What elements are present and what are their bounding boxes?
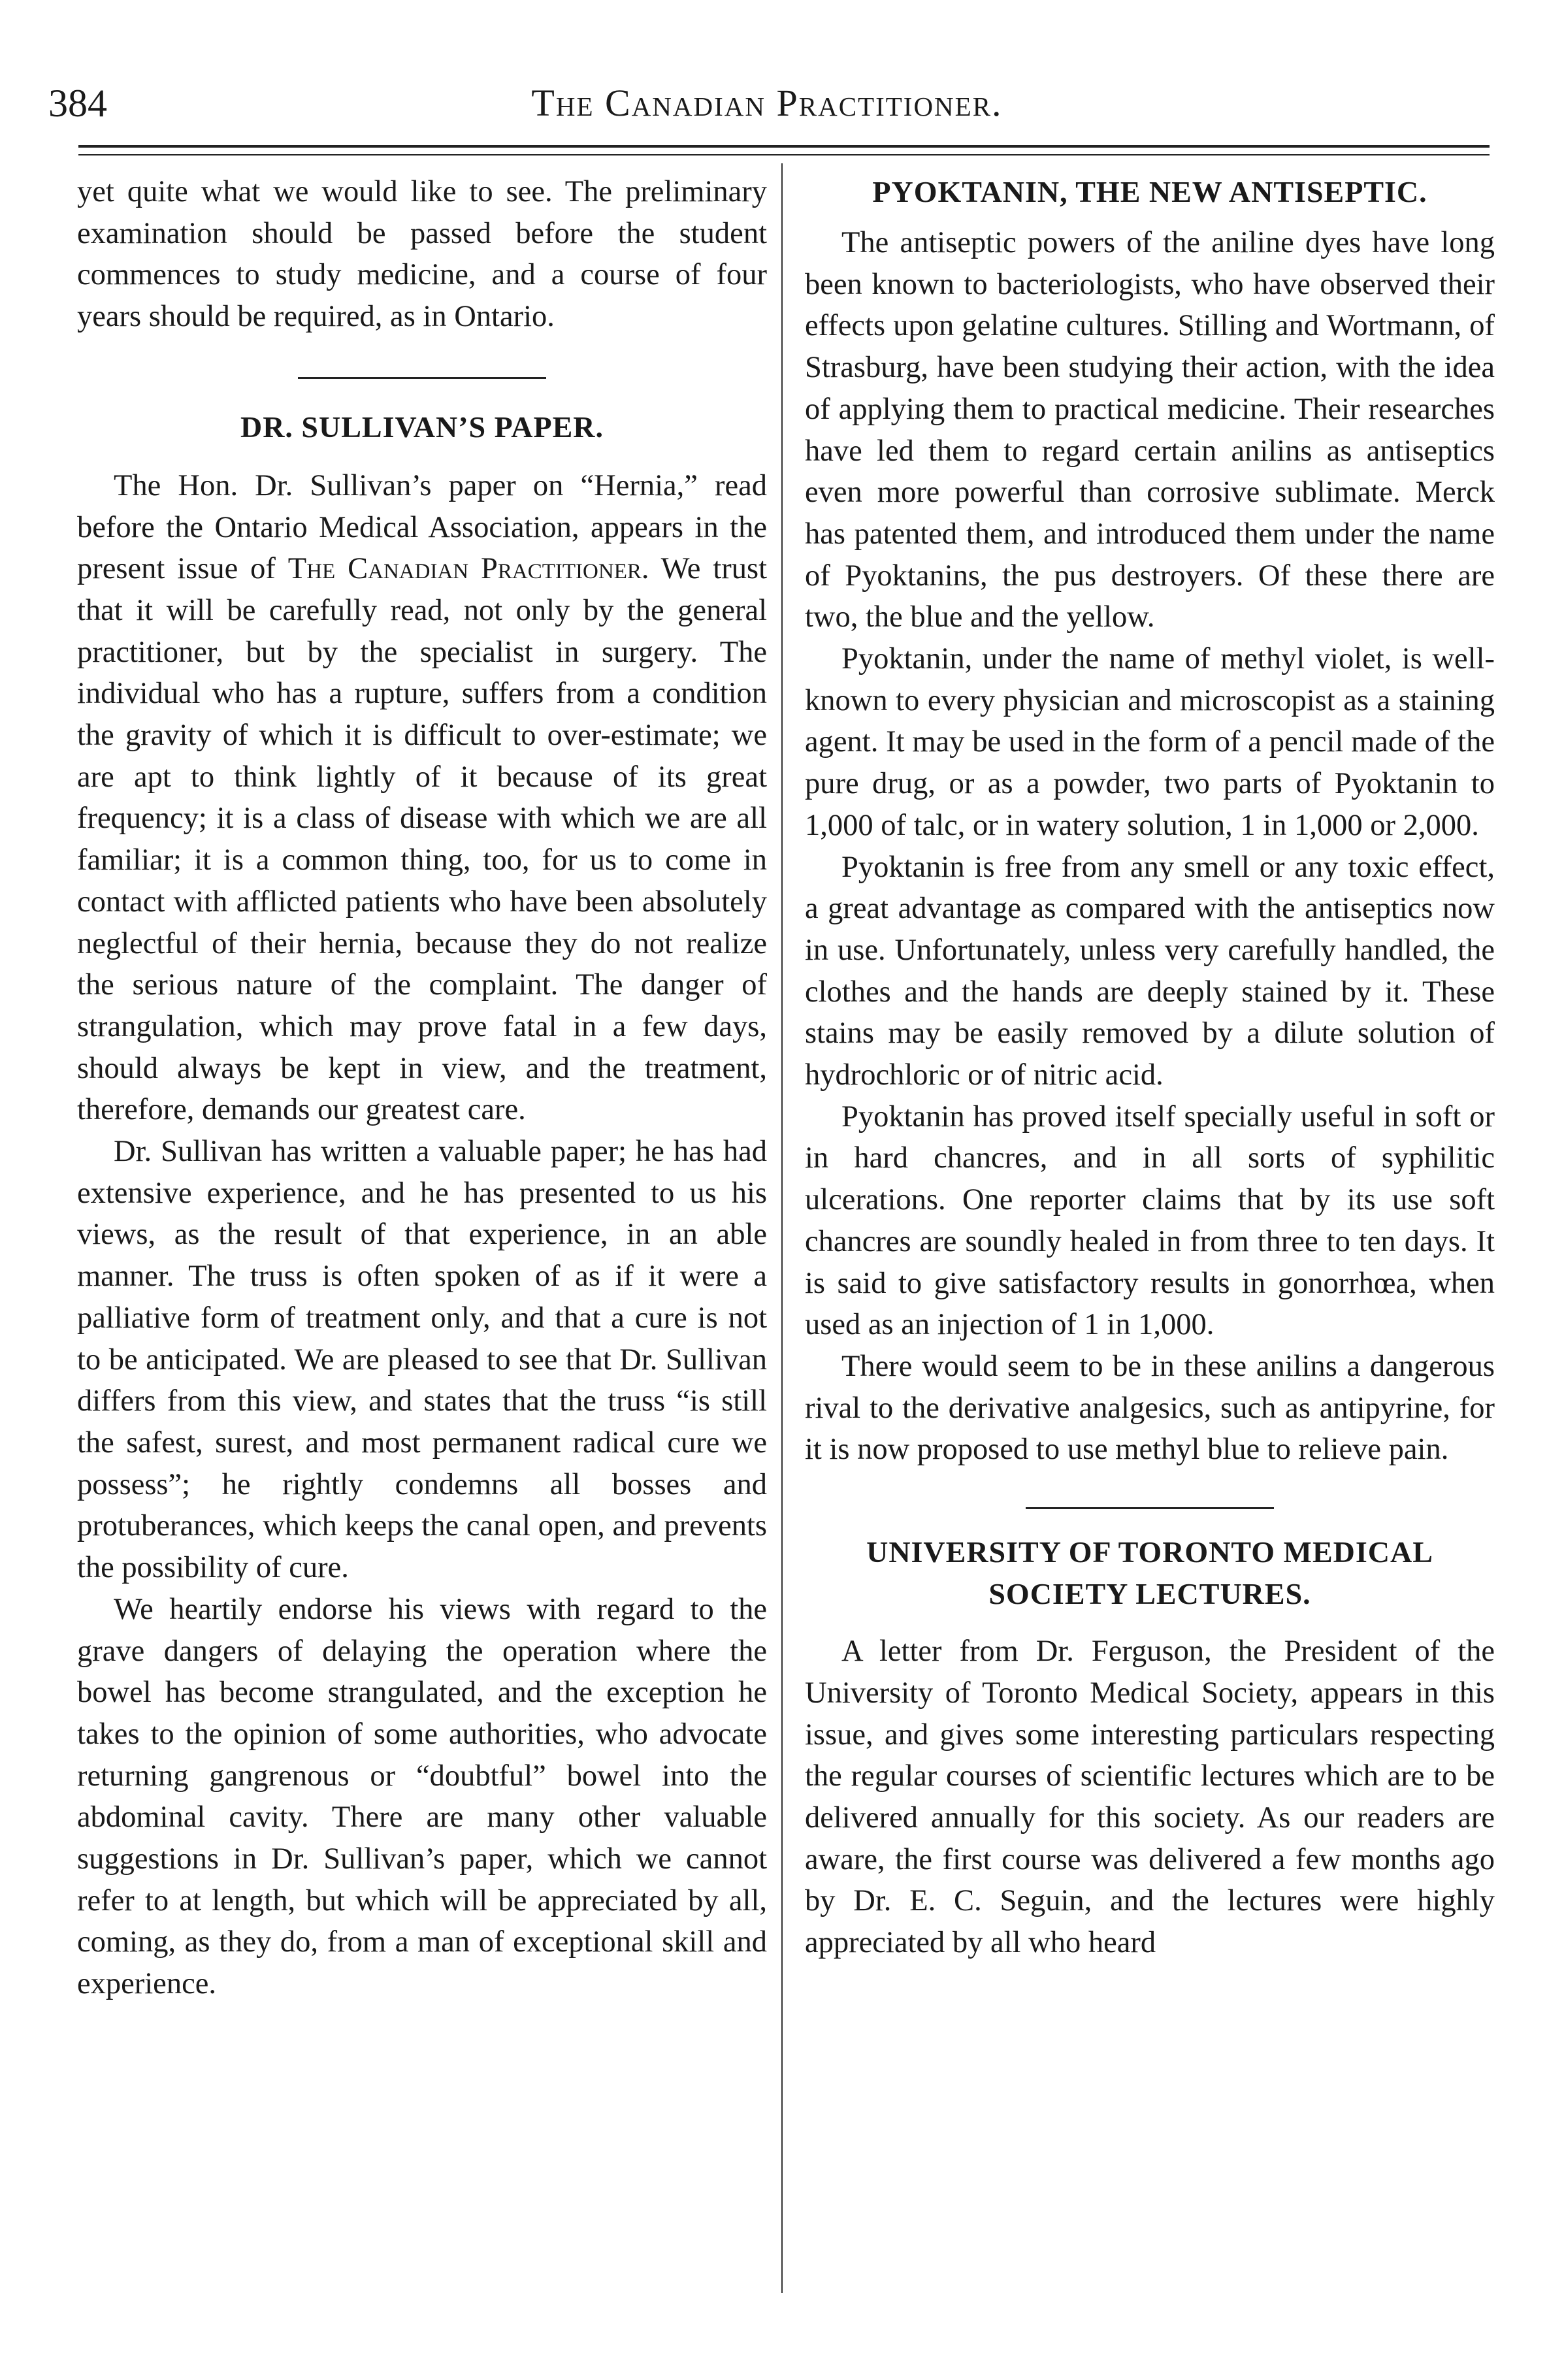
toronto-paragraph-1: A letter from Dr. Ferguson, the President of the University of Toronto Medical Society, appears in this issue, and gives some interesting particulars respecting the regular courses of scientific lectures which are to be delivered annually for this society. As our readers are aware, the first course was delivered a few months ago by Dr. E. C. Seguin, and the lectures were highly appreciated by all who heard [805, 1635, 1495, 1960]
journal-title: The Canadian Practitioner. [531, 82, 1003, 124]
spacer [77, 448, 767, 465]
right-column [805, 171, 1495, 1964]
pyoktanin-paragraph-2: Pyoktanin, under the name of methyl violet, is well-known to every physician and microscopist as a staining agent. It may be used in the form of a pencil made of the pure drug, or as a powder, two parts of Pyoktanin to 1,000 of talc, or in watery solution, 1 in 1,000 or 2,000. [805, 642, 1495, 842]
header-rule-thick [78, 145, 1490, 148]
page-number: 384 [48, 82, 107, 125]
section-heading-pyoktanin: PYOKTANIN, THE NEW ANTISEPTIC. [872, 175, 1427, 208]
section-heading-toronto-line2: SOCIETY LECTURES. [988, 1577, 1311, 1611]
left-column [77, 171, 767, 2005]
spacer [805, 213, 1495, 222]
spacer [77, 338, 767, 377]
sullivan-p1-part-a: The Hon. Dr. Sullivan’s paper on “Hernia,” read before the Ontario Medical Association, appears in the present issue of [77, 468, 767, 586]
pyoktanin-paragraph-3: Pyoktanin is free from any smell or any toxic effect, a great advantage as compared with the antiseptics now in use. Unfortunately, unless very carefully handled, the clothes and the hands are deeply stained by it. These stains may be easily removed by a dilute solution of hydrochloric or of nitric acid. [805, 850, 1495, 1092]
column-divider [781, 163, 783, 2293]
spacer [805, 1471, 1495, 1507]
pyoktanin-paragraph-5: There would seem to be in these anilins a dangerous rival to the derivative analgesics, such as antipyrine, for it is now proposed to use methyl blue to relieve pain. [805, 1349, 1495, 1467]
spacer [805, 1615, 1495, 1631]
spacer [77, 379, 767, 406]
running-head [48, 77, 1486, 129]
spacer [805, 1509, 1495, 1531]
section-heading-toronto-line1: UNIVERSITY OF TORONTO MEDICAL [866, 1535, 1433, 1569]
sullivan-paragraph-1 [77, 465, 767, 1131]
sullivan-paragraph-3: We heartily endorse his views with regard to the grave dangers of delaying the operation where the bowel has become strangulated, and the exception he takes to the opinion of some authorities, who advocate returning gangrenous or “doubtful” bowel into the abdominal cavity. There are many other valuable suggestions in Dr. Sullivan’s paper, which we cannot refer to at length, but which will be appreciated by all, coming, as they do, from a man of exceptional skill and experience. [77, 1592, 767, 2001]
continued-paragraph: yet quite what we would like to see. The preliminary examination should be passed before the student commences to study medicine, and a course of four years should be required, as in Ontario. [77, 175, 767, 334]
sullivan-paragraph-2: Dr. Sullivan has written a valuable paper; he has had extensive experience, and he has presented to us his views, as the result of that experience, in an able manner. The truss is often spoken of as if it were a palliative form of treatment only, and that a cure is not to be anticipated. We are pleased to see that Dr. Sullivan differs from this view, and states that the truss “is still the safest, surest, and most permanent radical cure we possess”; he rightly condemns all bosses and protuberances, which keeps the canal open, and prevents the possibility of cure. [77, 1135, 767, 1585]
section-heading-sullivan: DR. SULLIVAN’S PAPER. [240, 410, 604, 444]
pyoktanin-paragraph-4: Pyoktanin has proved itself specially useful in soft or in hard chancres, and in all sorts of syphilitic ulcerations. One reporter claims that by its use soft chancres are soundly healed in from three to ten days. It is said to give satisfactory results in gonorrhœa, when used as an injection of 1 in 1,000. [805, 1100, 1495, 1342]
pyoktanin-paragraph-1: The antiseptic powers of the aniline dyes have long been known to bacteriologists, who have observed their effects upon gelatine cultures. Stilling and Wortmann, of Strasburg, have been studying their action, with the idea of applying them to practical medicine. Their researches have led them to regard certain anilins as antiseptics even more powerful than corrosive sublimate. Merck has patented them, and introduced them under the name of Pyoktanins, the pus destroyers. Of these there are two, the blue and the yellow. [805, 226, 1495, 634]
journal-name-inline: The Canadian Practitioner [287, 552, 642, 586]
sullivan-p1-part-b: . We trust that it will be carefully read, not only by the general practitioner, but by the specialist in surgery. The individual who has a rupture, suffers from a condition the gravity of which it is difficult to over-estimate; we are apt to think lightly of it because of its great frequency; it is a class of disease with which we are all familiar; it is a common thing, too, for us to come in contact with afflicted patients who have been absolutely neglectful of their hernia, because they do not realize the serious nature of the complaint. The danger of strangulation, which may prove fatal in a few days, should always be kept in view, and the treatment, therefore, demands our greatest care. [77, 552, 768, 1127]
header-rule-thin [78, 154, 1490, 155]
